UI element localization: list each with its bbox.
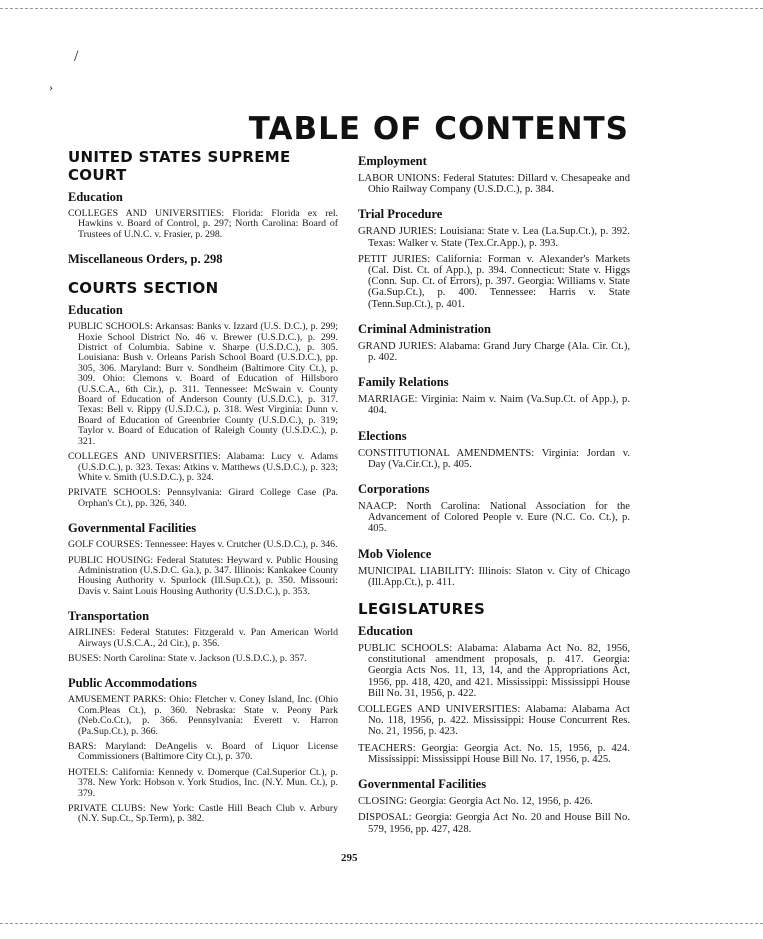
toc-section	[68, 279, 338, 825]
section-heading: LEGISLATURES	[358, 600, 486, 619]
subsection-heading: Education	[68, 190, 123, 204]
toc-entry: BARS: Maryland: DeAngelis v. Board of Liquor License Commissioners (Baltimore City Ct.), p. 370.	[68, 741, 338, 763]
toc-entry: AMUSEMENT PARKS: Ohio: Fletcher v. Coney Island, Inc. (Ohio Com.Pleas Ct.), p. 360. Nebraska: State v. Peony Park (Neb.Co.Ct.), p. 366. Pennsylvania: Everett v. Harron (Pa.Sup.Ct.), p. 366.	[68, 694, 338, 737]
toc-entry: MUNICIPAL LIABILITY: Illinois: Slaton v. City of Chicago (Ill.App.Ct.), p. 411.	[358, 565, 630, 588]
toc-entry: CLOSING: Georgia: Georgia Act No. 12, 1956, p. 426.	[358, 796, 593, 808]
toc-entry: PETIT JURIES: California: Forman v. Alexander's Markets (Cal. Dist. Ct. of App.), p. 394. Connecticut: State v. Higgs (Conn. Sup. Ct. of Errors), p. 397. Georgia: Williams v. State (Ga.Sup.Ct.), p. 400. Tennessee: Harris v. State (Tenn.Sup.Ct.), p. 401.	[358, 253, 630, 310]
toc-entry: GRAND JURIES: Louisiana: State v. Lea (La.Sup.Ct.), p. 392. Texas: Walker v. State (Tex.Cr.App.), p. 393.	[358, 226, 630, 249]
toc-entry: COLLEGES AND UNIVERSITIES: Alabama: Lucy v. Adams (U.S.D.C.), p. 323. Texas: Atkins v. Matthews (U.S.D.C.), p. 323; White v. Smith (U.S.D.C.), p. 324.	[68, 451, 338, 483]
subsection-heading: Corporations	[358, 482, 430, 497]
subsection-heading: Transportation	[68, 609, 150, 624]
subsection-heading: Trial Procedure	[358, 207, 443, 222]
section-heading: UNITED STATES SUPREME COURT	[68, 148, 291, 184]
toc-entry: GRAND JURIES: Alabama: Grand Jury Charge (Ala. Cir. Ct.), p. 402.	[358, 340, 630, 364]
toc-entry: DISPOSAL: Georgia: Georgia Act No. 20 and House Bill No. 579, 1956, pp. 427, 428.	[358, 812, 630, 835]
page-number: 295	[341, 852, 358, 864]
subsection-heading: Criminal Administration	[358, 321, 491, 336]
subsection-heading: Elections	[358, 428, 407, 443]
toc-entry: AIRLINES: Federal Statutes: Fitzgerald v. Pan American World Airways (U.S.C.A., 2d Cir.), p. 356.	[68, 627, 338, 649]
subsection-heading: Miscellaneous Orders, p. 298	[68, 252, 223, 267]
subsection-heading: Public Accommodations	[68, 676, 197, 691]
subsection-heading: Family Relations	[358, 375, 449, 390]
toc-entry: COLLEGES AND UNIVERSITIES: Florida: Florida ex rel. Hawkins v. Board of Control, p. 297; North Carolina: Board of Trustees of U.N.C. v. Frasier, p. 298.	[68, 208, 338, 240]
page-title: TABLE OF CONTENTS	[248, 110, 629, 147]
subsection-heading: Education	[68, 303, 123, 318]
toc-entry: PUBLIC SCHOOLS: Alabama: Alabama Act No. 82, 1956, constitutional amendment proposals, p. 417. Georgia: Georgia Acts Nos. 11, 13, 14, and the Appropriations Act, 1956, pp. 418, 420, and 421. Mississippi: Mississippi House Bill No. 31, 1956, p. 422.	[358, 643, 630, 699]
section-heading: COURTS SECTION	[68, 279, 219, 298]
subsection-heading: Employment	[358, 154, 427, 168]
toc-entry: PUBLIC SCHOOLS: Arkansas: Banks v. Izzard (U.S. D.C.), p. 299; Hoxie School District No. 46 v. Brewer (U.S.D.C.), p. 299. District of Columbia. Sabine v. Sharpe (U.S.D.C.), p. 305. Louisiana: Bush v. Orleans Parish School Board (U.S.D.C.), pp. 305, 306. Maryland: Burr v. Sondheim (Baltimore City Ct.), p. 309. Ohio: Clemons v. Board of Education of Hillsboro (U.S.C.A., 6th Cir.), p. 311. Tennessee: McSwain v. County Board of Education of Anderson County (U.S.D.C.), p. 317. Texas: Bell v. Rippy (U.S.D.C.), p. 318. West Virginia: Dunn v. Board of Education of Greenbrier County (U.S.D.C.), p. 319; Taylor v. Board of Education of Raleigh County (U.S.D.C.), p. 321.	[68, 321, 338, 447]
toc-section	[68, 148, 338, 267]
toc-entry: PUBLIC HOUSING: Federal Statutes: Heyward v. Public Housing Administration (U.S.D.C. Ga.), p. 347. Illinois: Kankakee County Housing Authority v. Spurlock (Ill.Sup.Ct.), p. 350. Missouri: Davis v. Saint Louis Housing Authority (U.S.D.C.), p. 353.	[68, 554, 338, 597]
stray-mark: ›	[49, 80, 53, 94]
toc-entry: MARRIAGE: Virginia: Naim v. Naim (Va.Sup.Ct. of App.), p. 404.	[358, 394, 630, 417]
toc-entry: GOLF COURSES: Tennessee: Hayes v. Crutcher (U.S.D.C.), p. 346.	[68, 539, 338, 551]
toc-entry: PRIVATE CLUBS: New York: Castle Hill Beach Club v. Arbury (N.Y. Sup.Ct., Sp.Term), p. 382.	[68, 803, 338, 825]
toc-entry: LABOR UNIONS: Federal Statutes: Dillard v. Chesapeake and Ohio Railway Company (U.S.D.C.), p. 384.	[358, 173, 630, 196]
right-column	[358, 148, 630, 840]
toc-entry: COLLEGES AND UNIVERSITIES: Alabama: Alabama Act No. 118, 1956, p. 422. Mississippi: House Concurrent Res. No. 21, 1956, p. 423.	[358, 704, 630, 738]
subsection-heading: Governmental Facilities	[68, 521, 197, 536]
toc-entry: CONSTITUTIONAL AMENDMENTS: Virginia: Jordan v. Day (Va.Cir.Ct.), p. 405.	[358, 447, 630, 470]
toc-section	[358, 600, 630, 835]
page-edge-bottom	[0, 923, 763, 925]
toc-entry: TEACHERS: Georgia: Georgia Act. No. 15, 1956, p. 424. Mississippi: Mississippi House Bill No. 17, 1956, p. 425.	[358, 742, 630, 765]
subsection-heading: Education	[358, 624, 413, 639]
toc-section	[358, 154, 630, 588]
subsection-heading: Governmental Facilities	[358, 777, 487, 792]
stray-mark: /	[74, 48, 79, 65]
toc-entry: NAACP: North Carolina: National Association for the Advancement of Colored People v. Eure (N.C. Co. Ct.), p. 405.	[358, 501, 630, 535]
page-edge-top	[0, 0, 763, 9]
subsection-heading: Mob Violence	[358, 546, 432, 561]
left-column	[68, 148, 338, 830]
toc-entry: HOTELS: California: Kennedy v. Domerque (Cal.Superior Ct.), p. 378. New York: Hobson v. York Studios, Inc. (N.Y. Mun. Ct.), p. 379.	[68, 766, 338, 799]
toc-entry: BUSES: North Carolina: State v. Jackson (U.S.D.C.), p. 357.	[68, 652, 307, 664]
toc-entry: PRIVATE SCHOOLS: Pennsylvania: Girard College Case (Pa. Orphan's Ct.), pp. 326, 340.	[68, 487, 338, 509]
